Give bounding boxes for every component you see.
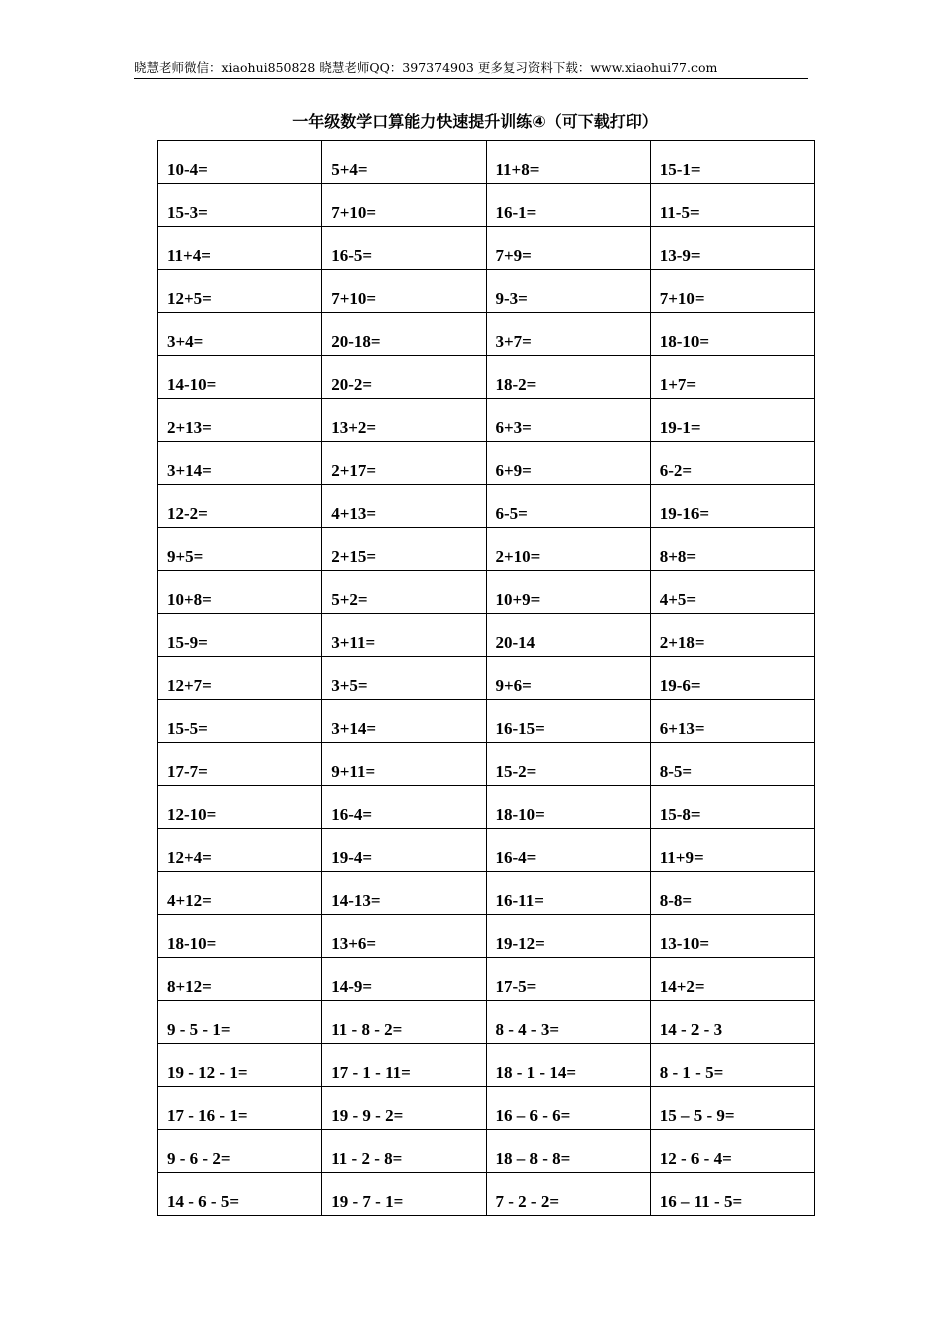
table-row [158, 184, 815, 227]
problem-table [157, 140, 815, 1216]
problem-cell: 9+6= [486, 657, 650, 700]
problem-cell: 15-5= [158, 700, 322, 743]
table-row [158, 1001, 815, 1044]
problem-cell: 11 - 2 - 8= [322, 1130, 486, 1173]
problem-cell: 18 - 1 - 14= [486, 1044, 650, 1087]
problem-cell: 8-8= [650, 872, 814, 915]
table-row [158, 571, 815, 614]
problem-cell: 19 - 9 - 2= [322, 1087, 486, 1130]
problem-cell: 15-1= [650, 141, 814, 184]
problem-cell: 19 - 12 - 1= [158, 1044, 322, 1087]
problem-cell: 17 - 1 - 11= [322, 1044, 486, 1087]
problem-cell: 3+14= [158, 442, 322, 485]
problem-cell: 11+4= [158, 227, 322, 270]
table-row [158, 141, 815, 184]
problem-cell: 13-10= [650, 915, 814, 958]
problem-cell: 6+9= [486, 442, 650, 485]
problem-cell: 9 - 5 - 1= [158, 1001, 322, 1044]
table-row [158, 872, 815, 915]
problem-cell: 10+8= [158, 571, 322, 614]
table-row [158, 356, 815, 399]
problem-cell: 11+8= [486, 141, 650, 184]
problem-cell: 7 - 2 - 2= [486, 1173, 650, 1216]
problem-cell: 3+5= [322, 657, 486, 700]
problem-cell: 16 – 6 - 6= [486, 1087, 650, 1130]
problem-cell: 2+15= [322, 528, 486, 571]
problem-cell: 15-9= [158, 614, 322, 657]
problem-cell: 15 – 5 - 9= [650, 1087, 814, 1130]
problem-cell: 20-18= [322, 313, 486, 356]
table-row [158, 915, 815, 958]
table-row [158, 528, 815, 571]
problem-cell: 19-12= [486, 915, 650, 958]
problem-cell: 19-1= [650, 399, 814, 442]
problem-cell: 20-14 [486, 614, 650, 657]
problem-cell: 14 - 6 - 5= [158, 1173, 322, 1216]
problem-cell: 16-5= [322, 227, 486, 270]
problem-cell: 7+10= [322, 184, 486, 227]
table-row [158, 442, 815, 485]
table-row [158, 829, 815, 872]
problem-cell: 17 - 16 - 1= [158, 1087, 322, 1130]
table-row [158, 1173, 815, 1216]
problem-cell: 12-2= [158, 485, 322, 528]
table-row [158, 313, 815, 356]
problem-cell: 16-15= [486, 700, 650, 743]
table-row [158, 786, 815, 829]
table-row [158, 399, 815, 442]
problem-cell: 16-4= [322, 786, 486, 829]
table-row [158, 1130, 815, 1173]
problem-cell: 6-2= [650, 442, 814, 485]
table-row [158, 743, 815, 786]
problem-cell: 14 - 2 - 3 [650, 1001, 814, 1044]
problem-cell: 11-5= [650, 184, 814, 227]
problem-cell: 2+17= [322, 442, 486, 485]
page-title: 一年级数学口算能力快速提升训练④（可下载打印） [292, 112, 658, 131]
problem-cell: 19-16= [650, 485, 814, 528]
problem-cell: 4+13= [322, 485, 486, 528]
problem-cell: 9 - 6 - 2= [158, 1130, 322, 1173]
problem-cell: 20-2= [322, 356, 486, 399]
problem-cell: 11+9= [650, 829, 814, 872]
problem-cell: 12-10= [158, 786, 322, 829]
problem-cell: 3+4= [158, 313, 322, 356]
problem-cell: 4+12= [158, 872, 322, 915]
problem-cell: 12+4= [158, 829, 322, 872]
problem-cell: 9-3= [486, 270, 650, 313]
problem-cell: 5+2= [322, 571, 486, 614]
problem-cell: 8 - 4 - 3= [486, 1001, 650, 1044]
table-row [158, 657, 815, 700]
problem-cell: 14-9= [322, 958, 486, 1001]
page-header: 晓慧老师微信：xiaohui850828 晓慧老师QQ：397374903 更多复习资料下载：www.xiaohui77.com [134, 58, 808, 79]
problem-cell: 3+7= [486, 313, 650, 356]
problem-cell: 18-10= [158, 915, 322, 958]
problem-cell: 2+18= [650, 614, 814, 657]
problem-cell: 17-7= [158, 743, 322, 786]
problem-cell: 8+12= [158, 958, 322, 1001]
problem-cell: 17-5= [486, 958, 650, 1001]
problem-cell: 12+7= [158, 657, 322, 700]
problem-cell: 14+2= [650, 958, 814, 1001]
problem-cell: 7+10= [650, 270, 814, 313]
problem-cell: 3+14= [322, 700, 486, 743]
problem-cell: 16 – 11 - 5= [650, 1173, 814, 1216]
table-row [158, 1087, 815, 1130]
problem-cell: 7+10= [322, 270, 486, 313]
problem-cell: 6-5= [486, 485, 650, 528]
problem-cell: 14-10= [158, 356, 322, 399]
problem-cell: 5+4= [322, 141, 486, 184]
table-row [158, 485, 815, 528]
problem-cell: 13+2= [322, 399, 486, 442]
problem-cell: 6+3= [486, 399, 650, 442]
problem-cell: 15-8= [650, 786, 814, 829]
problem-cell: 11 - 8 - 2= [322, 1001, 486, 1044]
table-row [158, 270, 815, 313]
problem-cell: 8+8= [650, 528, 814, 571]
table-row [158, 700, 815, 743]
problem-cell: 14-13= [322, 872, 486, 915]
problem-cell: 18 – 8 - 8= [486, 1130, 650, 1173]
problem-cell: 8-5= [650, 743, 814, 786]
problem-cell: 1+7= [650, 356, 814, 399]
problem-cell: 4+5= [650, 571, 814, 614]
table-row [158, 227, 815, 270]
problem-cell: 2+13= [158, 399, 322, 442]
problem-cell: 12+5= [158, 270, 322, 313]
problem-cell: 19-6= [650, 657, 814, 700]
problem-cell: 16-4= [486, 829, 650, 872]
problem-cell: 6+13= [650, 700, 814, 743]
problem-cell: 19-4= [322, 829, 486, 872]
problem-cell: 18-10= [650, 313, 814, 356]
problem-cell: 18-2= [486, 356, 650, 399]
problem-table-body [158, 141, 815, 1216]
problem-cell: 16-11= [486, 872, 650, 915]
problem-cell: 2+10= [486, 528, 650, 571]
problem-cell: 9+5= [158, 528, 322, 571]
problem-cell: 8 - 1 - 5= [650, 1044, 814, 1087]
problem-cell: 9+11= [322, 743, 486, 786]
problem-cell: 19 - 7 - 1= [322, 1173, 486, 1216]
problem-cell: 13+6= [322, 915, 486, 958]
problem-cell: 18-10= [486, 786, 650, 829]
table-row [158, 958, 815, 1001]
problem-cell: 15-3= [158, 184, 322, 227]
table-row [158, 1044, 815, 1087]
problem-cell: 12 - 6 - 4= [650, 1130, 814, 1173]
problem-cell: 3+11= [322, 614, 486, 657]
problem-cell: 7+9= [486, 227, 650, 270]
problem-cell: 15-2= [486, 743, 650, 786]
problem-cell: 16-1= [486, 184, 650, 227]
problem-cell: 10-4= [158, 141, 322, 184]
problem-cell: 10+9= [486, 571, 650, 614]
table-row [158, 614, 815, 657]
problem-cell: 13-9= [650, 227, 814, 270]
